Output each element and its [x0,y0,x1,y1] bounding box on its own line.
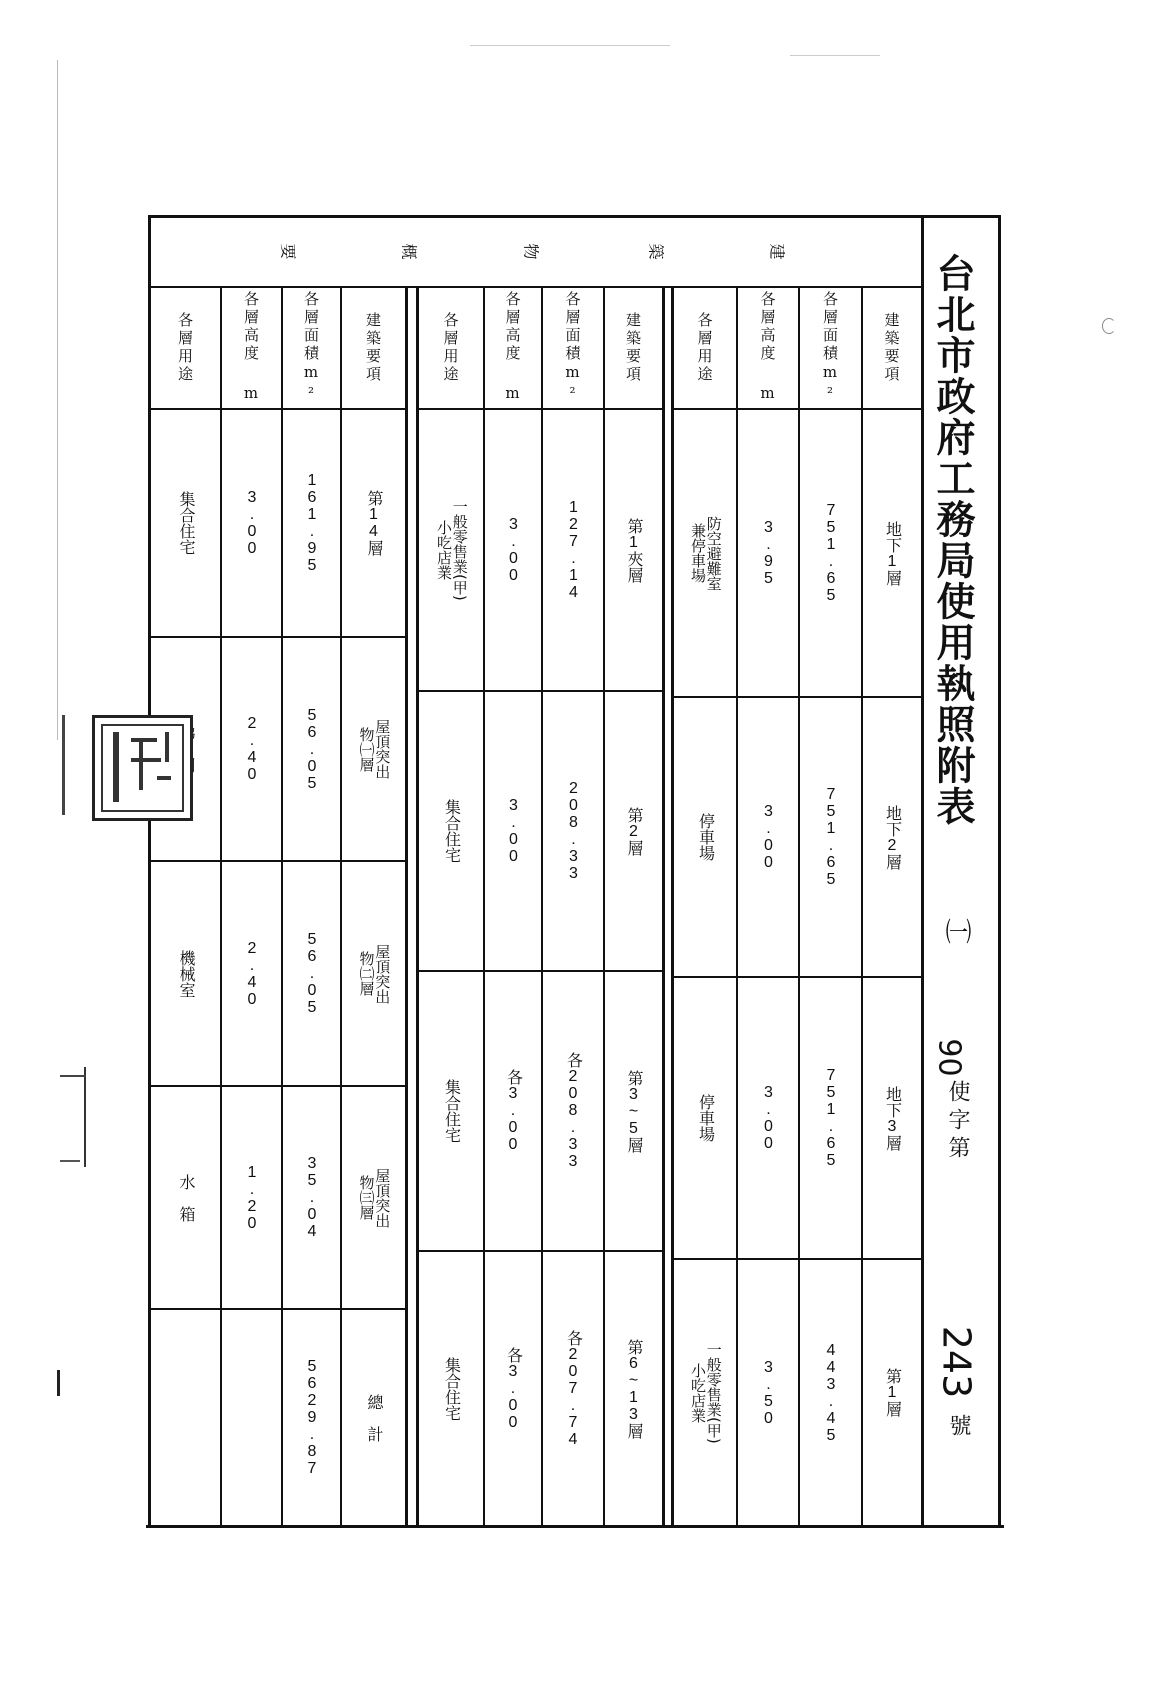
table-cell: 127.14 [565,499,582,601]
table-cell: 集合住宅 [442,1079,460,1143]
table-cell: 56.05 [303,931,321,1016]
table-cell: 停車場 [696,1094,714,1142]
table-cell: 集合住宅 [177,491,194,555]
table-cell: 一般零售業(甲) 小吃店業 [689,1341,723,1444]
row-header-use: 各層用途 [695,312,714,384]
row-header-area: 各層面積m² [302,291,320,405]
sheet-number: ㈠ [941,918,971,944]
table-cell: 443.45 [822,1341,840,1444]
table-cell: 3.00 [760,803,777,871]
table-cell: 3.50 [760,1358,777,1427]
banner-char: 物 [521,243,541,260]
table-cell: 第6~13層 [625,1338,642,1439]
table-cell: 各208.33 [564,1052,582,1170]
banner-char: 建 [767,243,787,260]
table-cell: 地下2層 [883,804,901,870]
row-header-height: 各層高度 m [503,291,522,405]
table-cell: 751.65 [822,502,840,604]
table-cell: 機械室 [177,949,194,998]
row-header-item: 建築要項 [624,312,642,384]
row-header-area: 各層面積m² [563,291,582,405]
table-cell: 水 箱 [177,1173,194,1222]
row-header-use: 各層用途 [441,312,460,384]
table-cell: 第3~5層 [625,1069,642,1153]
table-cell: 751.65 [822,1067,840,1169]
table-cell: 3.00 [760,1084,777,1152]
table-cell: 停車場 [696,813,714,861]
table-cell: 第1夾層 [625,517,642,583]
table-cell: 總 計 [365,1393,382,1442]
table-cell: 地下3層 [883,1085,901,1151]
table-cell: 751.65 [822,786,840,888]
official-seal-stamp [92,715,193,821]
table-cell: 集合住宅 [442,1356,460,1421]
table-cell: 2.40 [243,715,261,783]
table-cell: 208.33 [565,780,582,882]
table-cell: 一般零售業(甲) 小吃店業 [435,499,469,601]
permit-suffix: 號 [946,1414,971,1436]
table-cell: 1.20 [243,1163,261,1232]
table-cell [151,1310,220,1525]
table-cell: 屋頂突出 物㈡層 [357,943,392,1004]
table-cell: 3.00 [505,797,522,865]
table-cell: 屋頂突出 物㈢層 [357,1167,392,1228]
table-cell: 防空避難室 兼停車場 [689,515,723,591]
table-cell: 3.00 [243,489,261,557]
row-header-item: 建築要項 [882,312,901,384]
table-cell: 35.04 [303,1155,321,1240]
table-cell: 集合住宅 [442,799,460,863]
banner-char: 築 [646,243,666,260]
table-cell: 第2層 [625,806,642,856]
row-header-height: 各層高度 m [758,291,777,405]
table-cell: 各3.00 [504,1069,522,1153]
row-header-use: 各層用途 [176,312,194,384]
table-cell: 各3.00 [504,1346,522,1431]
banner-char: 要 [278,243,298,260]
table-cell: 各207.74 [564,1329,582,1448]
permit-prefix: 使字第 [945,1080,970,1164]
table-cell: 2.40 [243,939,261,1008]
table-cell: 第14層 [365,490,382,556]
table-cell: 第1層 [883,1368,901,1417]
row-header-area: 各層面積m² [821,291,839,405]
permit-number: 243 [934,1325,979,1399]
table-cell [222,1310,281,1525]
row-header-height: 各層高度 m [242,291,260,405]
table-cell: 屋頂突出 物㈠層 [357,719,392,779]
table-cell: 56.05 [303,706,321,792]
permit-year: 90 [931,1038,967,1077]
table-cell: 地下1層 [883,520,901,586]
banner-char: 概 [399,243,419,260]
table-cell: 5629.87 [303,1358,321,1477]
table-cell: 3.00 [505,516,522,584]
row-header-item: 建築要項 [364,312,382,384]
table-cell: 161.95 [303,472,321,574]
page-title: 台北市政府工務局使用執照附表 [930,253,976,827]
table-cell: 3.95 [760,519,777,587]
